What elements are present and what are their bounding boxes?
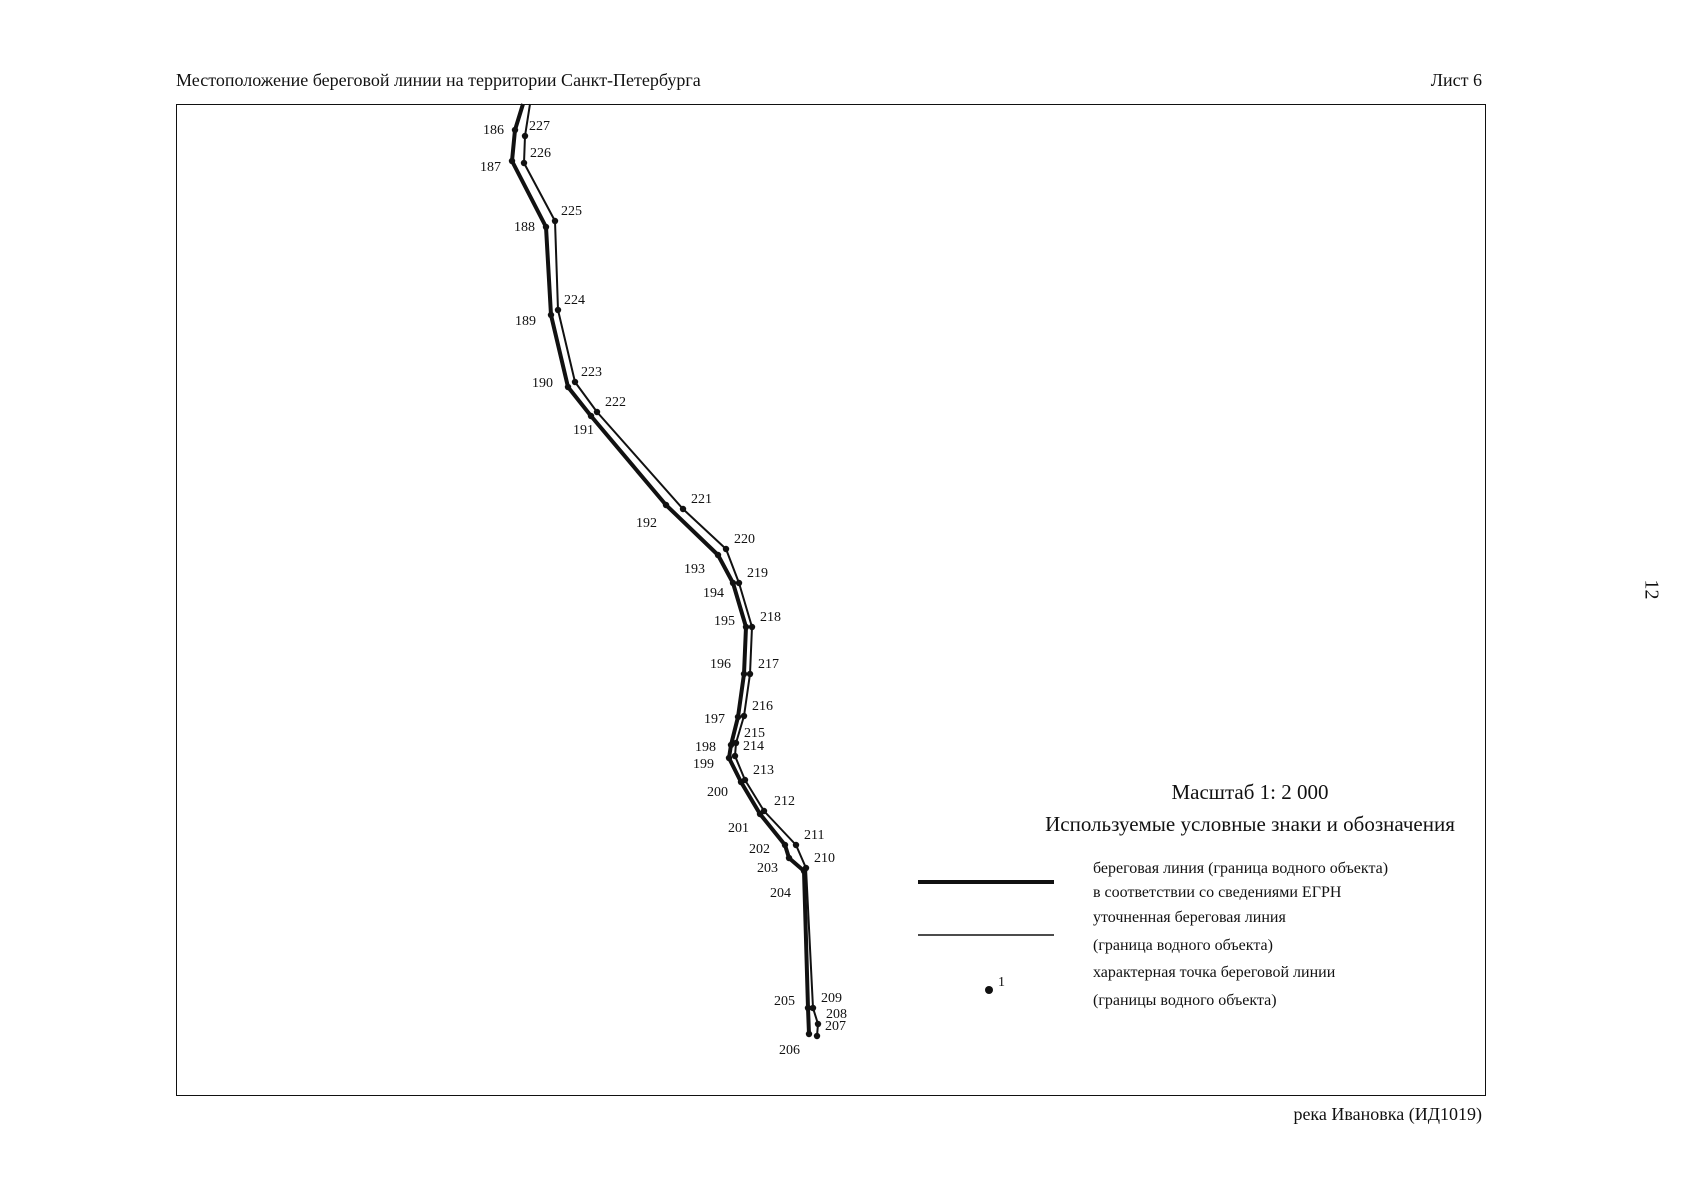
refined-point-label-212: 212 <box>774 794 795 809</box>
refined-point-label-216: 216 <box>752 699 773 714</box>
egrn-point-label-195: 195 <box>714 614 735 629</box>
sheet-number: Лист 6 <box>1430 70 1482 90</box>
egrn-point-195 <box>743 624 749 630</box>
refined-point-label-215: 215 <box>744 726 765 741</box>
egrn-point-label-186: 186 <box>483 123 504 138</box>
refined-point-216 <box>741 713 747 719</box>
egrn-point-199 <box>726 755 732 761</box>
refined-point-label-222: 222 <box>605 395 626 410</box>
refined-point-label-218: 218 <box>760 610 781 625</box>
egrn-point-190 <box>565 384 571 390</box>
refined-point-219 <box>736 580 742 586</box>
egrn-point-label-190: 190 <box>532 376 553 391</box>
refined-point-label-220: 220 <box>734 532 755 547</box>
egrn-point-202 <box>782 842 788 848</box>
refined-point-227 <box>522 133 528 139</box>
refined-point-225 <box>552 218 558 224</box>
egrn-point-192 <box>663 502 669 508</box>
egrn-point-label-193: 193 <box>684 562 705 577</box>
egrn-point-label-202: 202 <box>749 842 770 857</box>
egrn-point-196 <box>741 671 747 677</box>
water-object-name: река Ивановка (ИД1019) <box>1293 1104 1482 1124</box>
egrn-point-label-201: 201 <box>728 821 749 836</box>
refined-point-label-225: 225 <box>561 204 582 219</box>
legend-refined-line-text2: (граница водного объекта) <box>1093 937 1273 954</box>
egrn-point-label-198: 198 <box>695 740 716 755</box>
legend-point-sample-label: 1 <box>998 975 1005 990</box>
refined-point-217 <box>747 671 753 677</box>
egrn-point-label-187: 187 <box>480 160 501 175</box>
scale-text: Масштаб 1: 2 000 <box>1171 780 1329 804</box>
refined-point-label-214: 214 <box>743 739 764 754</box>
legend-point-symbol <box>985 986 993 994</box>
egrn-point-186 <box>512 127 518 133</box>
page-number: 12 <box>1640 579 1663 600</box>
refined-point-label-219: 219 <box>747 566 768 581</box>
refined-point-label-227: 227 <box>529 119 550 134</box>
legend-title: Используемые условные знаки и обозначения <box>1045 812 1455 836</box>
refined-point-label-207: 207 <box>825 1019 846 1034</box>
egrn-point-187 <box>509 158 515 164</box>
egrn-point-label-194: 194 <box>703 586 724 601</box>
refined-point-220 <box>723 546 729 552</box>
egrn-point-197 <box>735 714 741 720</box>
egrn-point-label-204: 204 <box>770 886 791 901</box>
legend-egrn-line-text1: береговая линия (граница водного объекта) <box>1093 860 1389 877</box>
egrn-point-206 <box>806 1031 812 1037</box>
refined-point-209 <box>810 1005 816 1011</box>
refined-point-210 <box>803 865 809 871</box>
refined-point-215 <box>733 740 739 746</box>
egrn-point-label-192: 192 <box>636 516 657 531</box>
refined-point-211 <box>793 842 799 848</box>
egrn-point-label-200: 200 <box>707 785 728 800</box>
egrn-point-label-196: 196 <box>710 657 731 672</box>
refined-point-214 <box>732 753 738 759</box>
refined-point-label-221: 221 <box>691 492 712 507</box>
legend-point-text2: (границы водного объекта) <box>1093 992 1277 1009</box>
egrn-point-188 <box>543 224 549 230</box>
egrn-point-label-197: 197 <box>704 712 725 727</box>
legend-refined-line-text1: уточненная береговая линия <box>1093 909 1286 926</box>
refined-point-label-223: 223 <box>581 365 602 380</box>
refined-point-label-209: 209 <box>821 991 842 1006</box>
egrn-point-label-191: 191 <box>573 423 594 438</box>
refined-point-label-210: 210 <box>814 851 835 866</box>
refined-point-label-213: 213 <box>753 763 774 778</box>
sheet-title: Местоположение береговой линии на территории Санкт-Петербурга <box>176 70 701 90</box>
egrn-point-label-189: 189 <box>515 314 536 329</box>
refined-point-213 <box>742 777 748 783</box>
refined-point-label-217: 217 <box>758 657 779 672</box>
egrn-point-193 <box>715 552 721 558</box>
refined-point-label-226: 226 <box>530 146 551 161</box>
egrn-point-194 <box>730 580 736 586</box>
refined-point-212 <box>761 808 767 814</box>
egrn-point-191 <box>588 413 594 419</box>
refined-point-222 <box>594 409 600 415</box>
egrn-point-label-188: 188 <box>514 220 535 235</box>
refined-point-224 <box>555 307 561 313</box>
egrn-point-label-199: 199 <box>693 757 714 772</box>
refined-point-223 <box>572 379 578 385</box>
refined-point-218 <box>749 624 755 630</box>
refined-point-label-211: 211 <box>804 828 825 843</box>
refined-point-226 <box>521 160 527 166</box>
legend-point-text1: характерная точка береговой линии <box>1093 964 1336 981</box>
egrn-point-label-205: 205 <box>774 994 795 1009</box>
egrn-point-label-203: 203 <box>757 861 778 876</box>
refined-point-221 <box>680 506 686 512</box>
refined-point-208 <box>815 1021 821 1027</box>
refined-point-207 <box>814 1033 820 1039</box>
egrn-point-189 <box>548 312 554 318</box>
legend-egrn-line-text2: в соответствии со сведениями ЕГРН <box>1093 884 1342 901</box>
egrn-point-203 <box>786 855 792 861</box>
refined-point-label-224: 224 <box>564 293 585 308</box>
refined-point-label-208: 208 <box>826 1007 847 1022</box>
egrn-point-label-206: 206 <box>779 1043 800 1058</box>
